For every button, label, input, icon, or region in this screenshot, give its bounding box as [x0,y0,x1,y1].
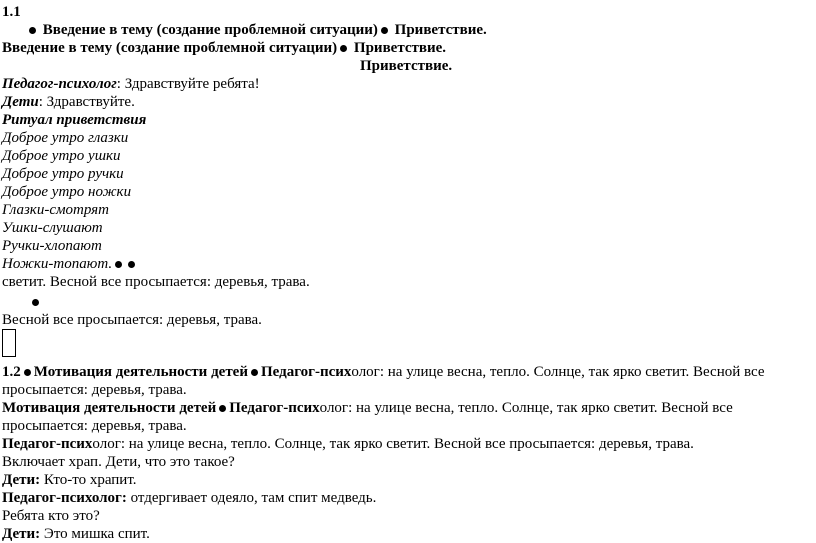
section-1-2-line-3 [2,435,694,453]
section-1-2-line-1 [2,363,765,381]
bullet-icon [115,261,122,268]
section-1-2-wrap-2: просыпается: деревья, трава. [2,418,187,434]
heading-text: Введение в тему (создание проблемной ситуации) [2,40,338,56]
fragment-line-a: светит. Весной все просыпается: деревья, трава. [2,274,310,290]
ritual-line: Ручки-хлопают [2,238,102,254]
story-text: : на улице весна, тепло. Солнце, так ярко светит. Весной все [379,364,765,380]
speech-text: Кто-то храпит. [40,472,137,488]
greeting-centered: Приветствие. [360,58,453,74]
speaker-label: Педагог-псих [260,364,352,380]
section-heading-line-1 [26,21,487,39]
dialogue-kids-greeting [2,93,135,111]
ritual-line: Доброе утро глазки [2,130,129,146]
speaker-label: Дети [2,94,39,110]
dialogue-psychologist-greeting [2,75,260,93]
speech-text: отдергивает одеяло, там спит медведь. [126,490,377,506]
bullet-icon [32,299,39,306]
story-text: : на улице весна, тепло. Солнце, так ярко светит. Весной все просыпается: деревья, трава. [120,436,694,452]
bullet-icon [340,45,347,52]
ritual-line: Глазки-смотрят [2,202,109,218]
heading-text: Мотивация деятельности детей [33,364,248,380]
section-1-2-line-2 [2,399,733,417]
fragment-line-b: Весной все просыпается: деревья, трава. [2,312,262,328]
ritual-title: Ритуал приветствия [2,112,147,128]
ritual-line-text: Ножки-топают. [2,256,113,272]
greeting-text: Приветствие. [353,40,447,56]
speaker-label-rest: олог [351,364,380,380]
speaker-label: Педагог-психолог: [2,490,127,506]
speaker-label: Педагог-псих [229,400,320,416]
heading-text: Введение в тему (создание проблемной ситуации) [42,22,378,38]
ritual-line: Доброе утро ушки [2,148,121,164]
speech-text: : Здравствуйте. [38,94,135,110]
speech-text: : Здравствуйте ребята! [116,76,260,92]
bullet-icon [251,369,258,376]
bullet-icon [29,293,42,311]
dialogue-psychologist-action-2 [2,489,376,507]
bullet-icon [219,405,226,412]
action-line-1: Включает храп. Дети, что это такое? [2,454,235,470]
section-number-1-1: 1.1 [2,4,21,20]
greeting-text: Приветствие. [394,22,487,38]
speaker-label: Дети: [2,472,41,488]
question-line-2: Ребята кто это? [2,508,100,524]
speaker-label-rest: олог [92,436,121,452]
section-1-2-wrap-1: просыпается: деревья, трава. [2,382,187,398]
speech-text: Это мишка спит. [40,526,150,542]
section-number: 1.2 [2,364,21,380]
speaker-label: Педагог-психолог [2,76,117,92]
speaker-label-rest: олог [319,400,349,416]
dialogue-kids-answer-2 [2,525,150,543]
ritual-line-last [2,255,138,273]
bullet-icon [381,27,388,34]
ritual-line: Ушки-слушают [2,220,103,236]
speaker-label: Дети: [2,526,41,542]
heading-text: Мотивация деятельности детей [2,400,217,416]
empty-text-box [2,329,16,357]
bullet-icon [29,27,36,34]
bullet-icon [24,369,31,376]
speaker-label: Педагог-псих [2,436,93,452]
dialogue-kids-answer-1 [2,471,137,489]
bullet-icon [128,261,135,268]
ritual-line: Доброе утро ножки [2,184,132,200]
ritual-line: Доброе утро ручки [2,166,124,182]
section-heading-line-2 [2,39,446,57]
story-text: : на улице весна, тепло. Солнце, так ярко светит. Весной все [348,400,733,416]
